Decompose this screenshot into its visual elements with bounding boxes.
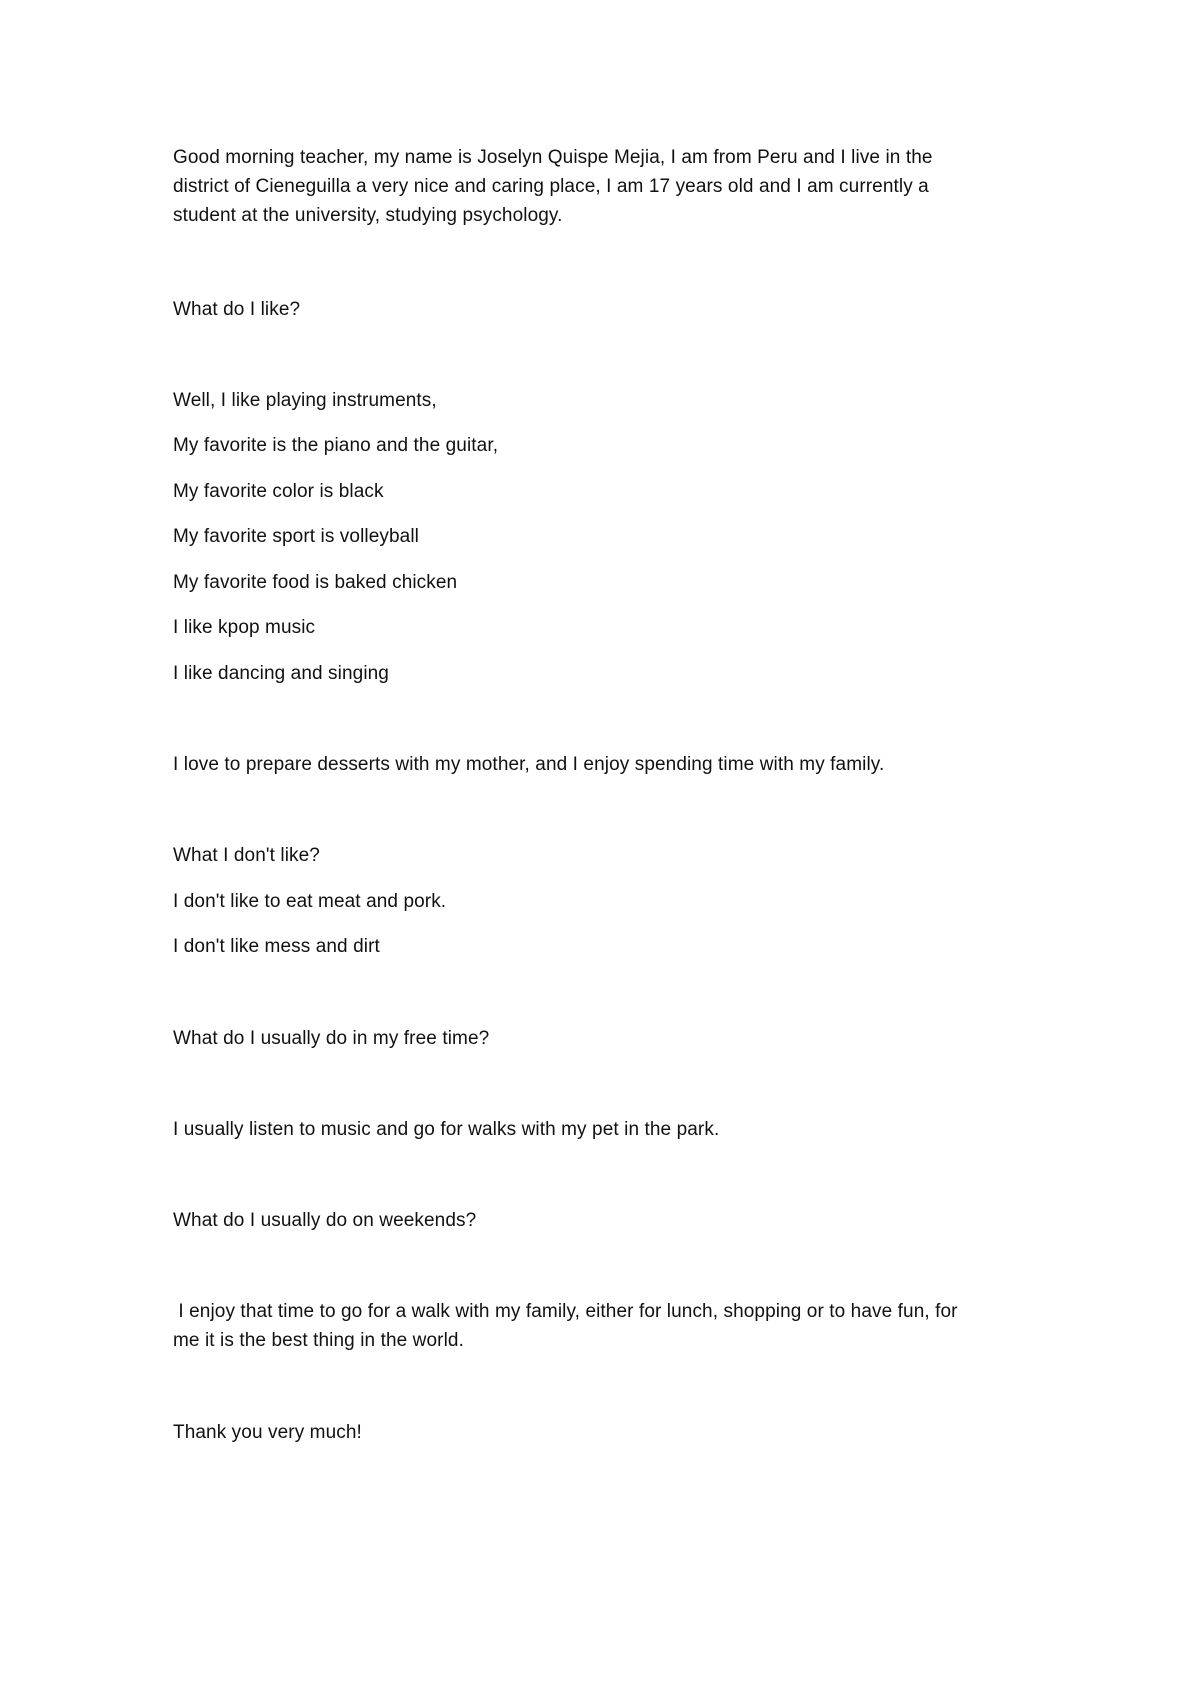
closing-line: Thank you very much! — [173, 1422, 362, 1443]
dislikes-heading: What I don't like? — [173, 845, 320, 866]
likes-item: My favorite sport is volleyball — [173, 526, 419, 547]
intro-line-3: student at the university, studying psychology. — [173, 205, 563, 226]
intro-paragraph — [173, 143, 1053, 230]
weekends-answer — [173, 1297, 1053, 1355]
free-time-answer: I usually listen to music and go for walks with my pet in the park. — [173, 1119, 720, 1140]
likes-item: My favorite color is black — [173, 481, 384, 502]
likes-heading: What do I like? — [173, 299, 301, 320]
free-time-heading: What do I usually do in my free time? — [173, 1028, 490, 1049]
likes-item: I like kpop music — [173, 617, 316, 638]
weekends-answer-line-1: I enjoy that time to go for a walk with my family, either for lunch, shopping or to have fun, for — [173, 1301, 958, 1322]
dislikes-item: I don't like mess and dirt — [173, 936, 380, 957]
intro-line-1: Good morning teacher, my name is Joselyn Quispe Mejia, I am from Peru and I live in the — [173, 147, 933, 168]
likes-item: My favorite food is baked chicken — [173, 572, 458, 593]
likes-item: I like dancing and singing — [173, 663, 389, 684]
likes-item: My favorite is the piano and the guitar, — [173, 435, 499, 456]
likes-item: Well, I like playing instruments, — [173, 390, 437, 411]
intro-line-2: district of Cieneguilla a very nice and caring place, I am 17 years old and I am currently a — [173, 176, 929, 197]
weekends-answer-line-2: me it is the best thing in the world. — [173, 1330, 464, 1351]
weekends-heading: What do I usually do on weekends? — [173, 1210, 477, 1231]
desserts-paragraph: I love to prepare desserts with my mother, and I enjoy spending time with my family. — [173, 754, 885, 775]
dislikes-item: I don't like to eat meat and pork. — [173, 891, 447, 912]
